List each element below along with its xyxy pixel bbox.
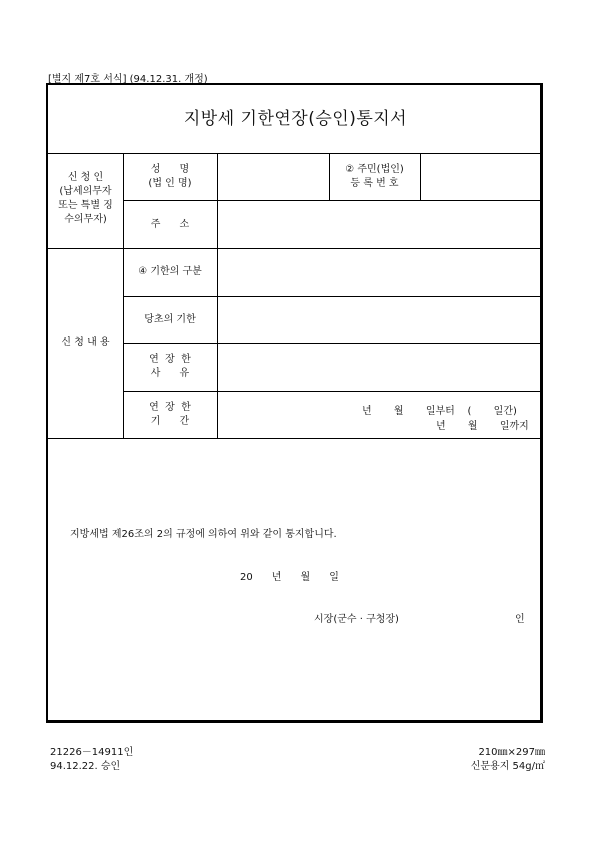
applicant-section-label: 신 청 인 (납세의무자 또는 특별 징 수의무자) bbox=[58, 172, 113, 225]
address-field[interactable] bbox=[218, 201, 542, 247]
registration-number-label: ② 주민(법인) 등 록 번 호 bbox=[345, 164, 404, 189]
paper-type: 신문용지 54g/㎡ bbox=[470, 761, 545, 772]
paper-size: 210㎜×297㎜ bbox=[478, 747, 545, 758]
notice-date: 20 년 월 일 bbox=[240, 572, 339, 583]
form-number-label: [별지 제7호 서식] (94.12.31. 개정) bbox=[48, 74, 208, 85]
name-field[interactable] bbox=[218, 154, 328, 199]
original-deadline-label: 당초의 기한 bbox=[144, 314, 196, 325]
address-label: 주 소 bbox=[150, 219, 190, 230]
extension-period-from: 년 월 일부터 ( 일간) bbox=[362, 406, 517, 417]
document-title: 지방세 기한연장(승인)통지서 bbox=[183, 109, 408, 129]
seal-mark: 인 bbox=[515, 614, 525, 625]
original-deadline-field[interactable] bbox=[218, 297, 542, 342]
notice-statement: 지방세법 제26조의 2의 규정에 의하여 위와 같이 통지합니다. bbox=[70, 529, 337, 540]
request-section-label: 신 청 내 용 bbox=[61, 337, 110, 348]
extension-period-label: 연 장 한 기 간 bbox=[149, 402, 191, 427]
deadline-category-label: ④ 기한의 구분 bbox=[138, 266, 202, 277]
name-label: 성 명 (법 인 명) bbox=[148, 164, 192, 189]
extension-reason-field[interactable] bbox=[218, 344, 542, 390]
issuer-title: 시장(군수 · 구청장) bbox=[314, 614, 399, 625]
form-code: 21226－14911인 bbox=[50, 747, 134, 758]
request-section-divider bbox=[48, 438, 543, 439]
approval-date: 94.12.22. 승인 bbox=[50, 761, 121, 772]
reason-row-divider bbox=[123, 391, 543, 392]
extension-period-to: 년 월 일까지 bbox=[436, 421, 529, 432]
registration-number-field[interactable] bbox=[421, 154, 542, 199]
section-column-divider bbox=[123, 153, 124, 438]
extension-reason-label: 연 장 한 사 유 bbox=[149, 354, 191, 379]
deadline-category-field[interactable] bbox=[218, 249, 542, 295]
